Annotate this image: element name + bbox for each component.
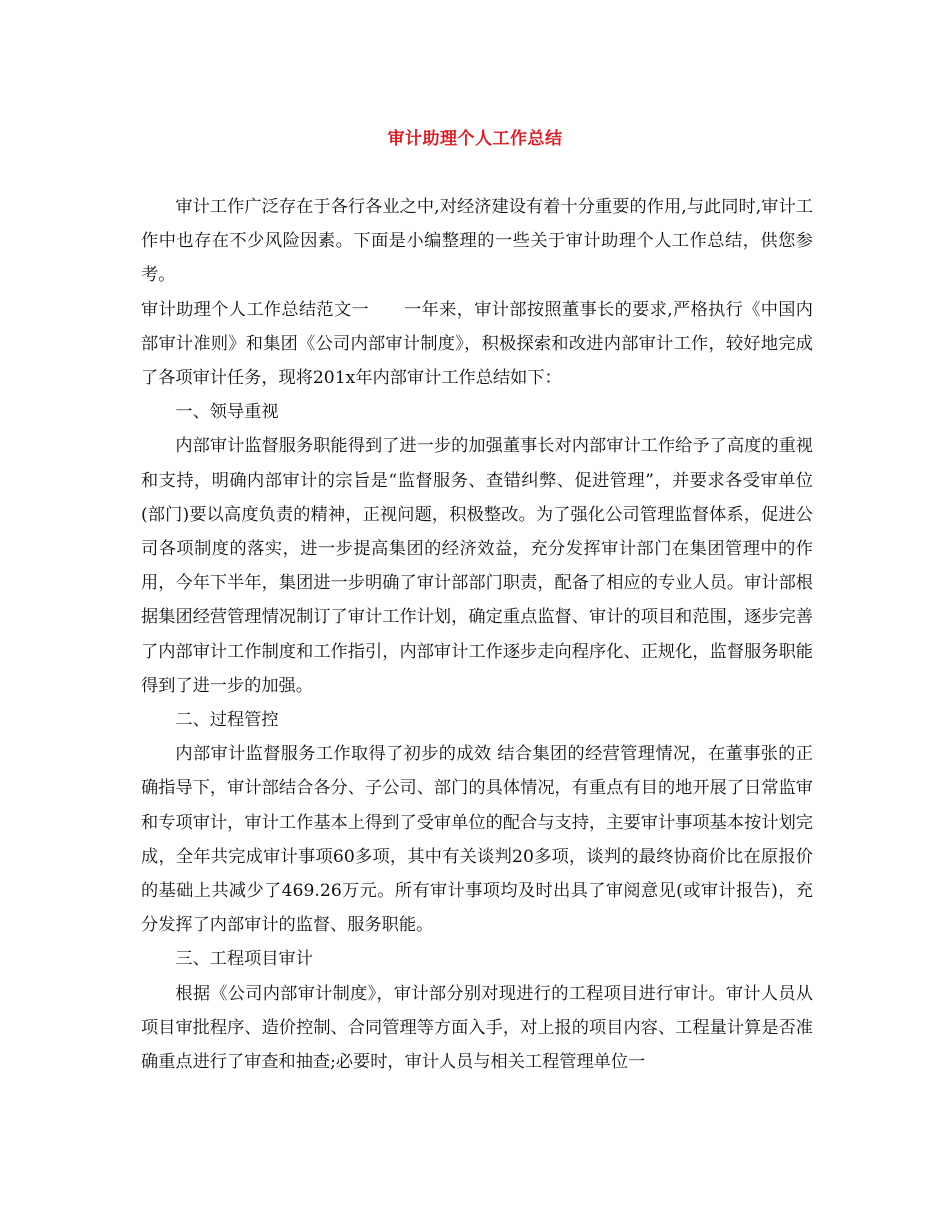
intro-paragraph: 审计工作广泛存在于各行各业之中,对经济建设有着十分重要的作用,与此同时,审计工作中也存在不少风险因素。下面是小编整理的一些关于审计助理个人工作总结，供您参考。 — [141, 197, 813, 286]
document-title: 审计助理个人工作总结 — [387, 129, 563, 149]
document-body — [141, 190, 813, 1079]
process-control-paragraph: 内部审计监督服务工作取得了初步的成效 结合集团的经营管理情况，在董事张的正确指导下，审计部结合各分、子公司、部门的具体情况，有重点有目的地开展了日常监审和专项审计，审计工作基本上得到了受审单位的配合与支持，主要审计事项基本按计划完成，全年共完成审计事项60多项，其中有关谈判20多项，谈判的最终协商价比在原报价的基础上共减少了469.26万元。所有审计事项均及时出具了审阅意见(或审计报告)，充分发挥了内部审计的监督、服务职能。 — [141, 744, 813, 936]
sample-intro-paragraph: 审计助理个人工作总结范文一 一年来，审计部按照董事长的要求,严格执行《中国内部审计准则》和集团《公司内部审计制度》，积极探索和改进内部审计工作，较好地完成了各项审计任务，现将201x年内部审计工作总结如下： — [141, 299, 813, 389]
section-heading-project-audit: 三、工程项目审计 — [175, 949, 313, 970]
project-audit-paragraph: 根据《公司内部审计制度》，审计部分别对现进行的工程项目进行审计。审计人员从项目审批程序、造价控制、合同管理等方面入手，对上报的项目内容、工程量计算是否准确重点进行了审查和抽查;必要时，审计人员与相关工程管理单位一 — [141, 983, 813, 1073]
section-heading-leadership: 一、领导重视 — [175, 402, 279, 423]
leadership-paragraph: 内部审计监督服务职能得到了进一步的加强董事长对内部审计工作给予了高度的重视和支持，明确内部审计的宗旨是“监督服务、查错纠弊、促进管理”，并要求各受审单位(部门)要以高度负责的精神，正视问题，积极整改。为了强化公司管理监督体系，促进公司各项制度的落实，进一步提高集团的经济效益，充分发挥审计部门在集团管理中的作用，今年下半年，集团进一步明确了审计部部门职责，配备了相应的专业人员。审计部根据集团经营管理情况制订了审计工作计划，确定重点监督、审计的项目和范围，逐步完善了内部审计工作制度和工作指引，内部审计工作逐步走向程序化、正规化，监督服务职能得到了进一步的加强。 — [141, 436, 813, 696]
section-heading-process-control: 二、过程管控 — [175, 710, 279, 731]
